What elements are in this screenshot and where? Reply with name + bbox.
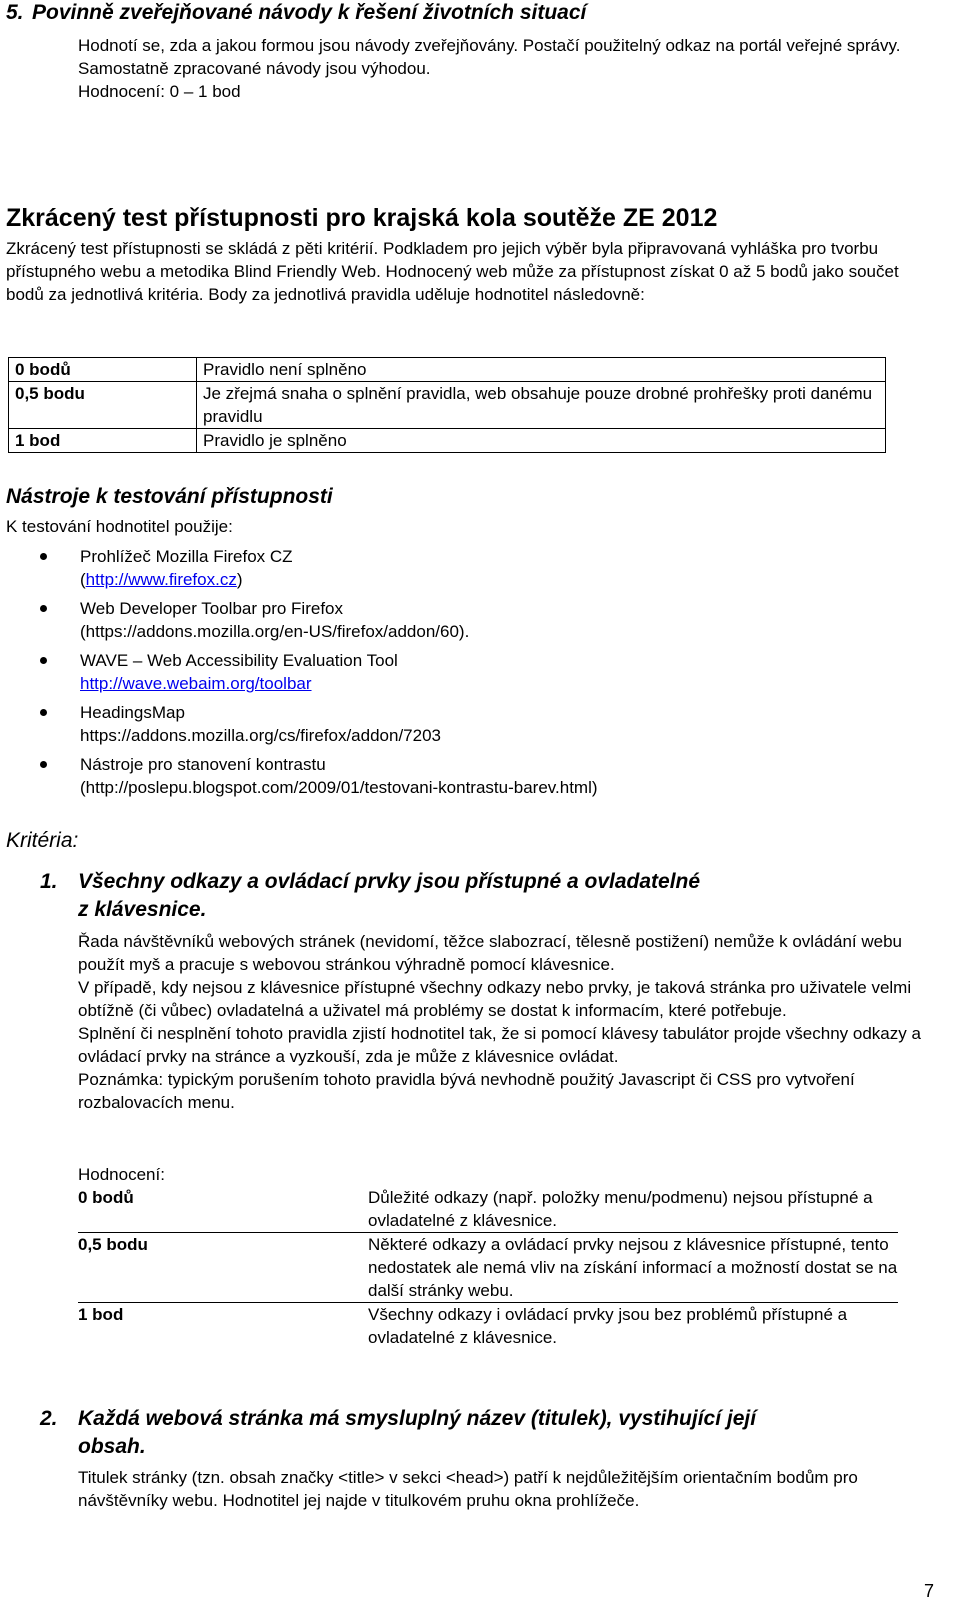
criterion-2-title-line2: obsah.: [78, 1435, 146, 1458]
rating-row: [78, 1233, 898, 1303]
rating-description: Některé odkazy a ovládací prvky nejsou z klávesnice přístupné, tento nedostatek ale nemá vliv na získání informací a možností dostat se na další stránky webu.: [368, 1233, 898, 1303]
tool-url: https://addons.mozilla.org/cs/firefox/addon/7203: [80, 726, 441, 745]
criterion-2-number: 2.: [40, 1407, 58, 1430]
section-5-number: 5.: [6, 1, 24, 24]
tool-name: HeadingsMap: [80, 703, 185, 722]
tool-url: (https://addons.mozilla.org/en-US/firefox/addon/60).: [80, 622, 470, 641]
tool-name: Nástroje pro stanovení kontrastu: [80, 755, 326, 774]
rating-description: Důležité odkazy (např. položky menu/podmenu) nejsou přístupné a ovladatelné z klávesnice.: [368, 1188, 873, 1230]
tool-item: [40, 597, 920, 643]
tool-link-suffix: ): [236, 570, 243, 589]
page-heading: Zkrácený test přístupnosti pro krajská kola soutěže ZE 2012: [6, 204, 718, 232]
criterion-1-rating-label: Hodnocení:: [78, 1165, 165, 1184]
criterion-1-paragraph: V případě, kdy nejsou z klávesnice přístupné všechny odkazy nebo prvky, je taková stránka pro uživatele velmi obtížně (či vůbec) ovladatelná a uživatel má problémy se dostat k informacím, které potřebuje.: [78, 978, 912, 1020]
scale-description: Pravidlo není splněno: [197, 358, 886, 382]
section-5-body: [78, 34, 948, 103]
tool-name: Prohlížeč Mozilla Firefox CZ: [80, 547, 293, 566]
tool-link-prefix: (: [80, 570, 86, 589]
scale-description: Pravidlo je splněno: [197, 429, 886, 453]
criterion-1-rating-table: [78, 1186, 898, 1349]
tools-list: [40, 545, 920, 805]
scale-row: [9, 429, 886, 453]
section-5-rating: Hodnocení: 0 – 1 bod: [78, 82, 241, 101]
rating-description: Všechny odkazy i ovládací prvky jsou bez problémů přístupné a ovladatelné z klávesnice.: [368, 1303, 898, 1350]
tool-item: [40, 753, 920, 799]
rating-points: 1 bod: [78, 1303, 368, 1350]
scale-row: [9, 382, 886, 429]
criterion-1-paragraph: Poznámka: typickým porušením tohoto pravidla bývá nevhodně použitý Javascript či CSS pro vytvoření rozbalovacích menu.: [78, 1070, 855, 1112]
criterion-2-body: Titulek stránky (tzn. obsah značky <title> v sekci <head>) patří k nejdůležitějším orientačním bodům pro návštěvníky webu. Hodnotitel jej najde v titulkovém pruhu okna prohlížeče.: [78, 1468, 858, 1510]
scale-points: 0 bodů: [9, 358, 197, 382]
criterion-1-paragraph: Splnění či nesplnění tohoto pravidla zjistí hodnotitel tak, že si pomocí klávesy tabulátor projde všechny odkazy a ovládací prvky na stránce a vyzkouší, zda je může z klávesnice ovládat.: [78, 1024, 921, 1066]
criterion-1-title-line1: Všechny odkazy a ovládací prvky jsou přístupné a ovladatelné: [78, 870, 701, 893]
rating-row: [78, 1186, 898, 1233]
criterion-1-body: [78, 930, 928, 1114]
scale-row: [9, 358, 886, 382]
bullet-icon: [40, 605, 47, 612]
criterion-2-title-line1: Každá webová stránka má smysluplný název (titulek), vystihující její: [78, 1407, 757, 1430]
firefox-link[interactable]: http://www.firefox.cz: [85, 570, 237, 589]
rating-row: [78, 1303, 898, 1350]
criterion-1-number: 1.: [40, 870, 58, 893]
section-5-title: [6, 0, 586, 26]
criteria-heading: Kritéria:: [6, 829, 79, 852]
tool-name: Web Developer Toolbar pro Firefox: [80, 599, 344, 618]
intro-paragraph: Zkrácený test přístupnosti se skládá z pěti kritérií. Podkladem pro jejich výběr byla připravovaná vyhláška pro tvorbu přístupného webu a metodika Blind Friendly Web. Hodnocený web může za přístupnost získat 0 až 5 bodů jako součet bodů za jednotlivá kritéria. Body za jednotlivá pravidla uděluje hodnotitel následovně:: [6, 239, 899, 304]
bullet-icon: [40, 761, 47, 768]
tool-item: [40, 649, 920, 695]
tool-item: [40, 545, 920, 591]
rating-points: 0 bodů: [78, 1188, 134, 1207]
bullet-icon: [40, 657, 47, 664]
criterion-1-paragraph: Řada návštěvníků webových stránek (nevidomí, těžce slabozrací, tělesně postižení) nemůže k ovládání webu použít myš a pracuje s webovou stránkou výhradně pomocí klávesnice.: [78, 932, 902, 974]
bullet-icon: [40, 553, 47, 560]
wave-link[interactable]: http://wave.webaim.org/toolbar: [80, 674, 312, 693]
bullet-icon: [40, 709, 47, 716]
scale-points: 1 bod: [9, 429, 197, 453]
criterion-1-title: [40, 868, 900, 924]
tool-item: [40, 701, 920, 747]
scale-description: Je zřejmá snaha o splnění pravidla, web obsahuje pouze drobné prohřešky proti danému pravidlu: [197, 382, 886, 429]
criterion-2-title: [40, 1405, 900, 1461]
section-5-title-text: Povinně zveřejňované návody k řešení životních situací: [32, 1, 587, 24]
rating-points: 0,5 bodu: [78, 1233, 368, 1303]
section-5-text: Hodnotí se, zda a jakou formou jsou návody zveřejňovány. Postačí použitelný odkaz na portál veřejné správy. Samostatně zpracované návody jsou výhodou.: [78, 36, 901, 78]
tool-url: (http://poslepu.blogspot.com/2009/01/testovani-kontrastu-barev.html): [80, 778, 598, 797]
criterion-1-title-line2: z klávesnice.: [78, 898, 207, 921]
tools-heading: Nástroje k testování přístupnosti: [6, 485, 333, 508]
scoring-scale-table: [8, 357, 886, 453]
tools-intro: K testování hodnotitel použije:: [6, 517, 233, 536]
scale-points: 0,5 bodu: [9, 382, 197, 429]
page-number: 7: [923, 1581, 934, 1601]
tool-name: WAVE – Web Accessibility Evaluation Tool: [80, 651, 398, 670]
